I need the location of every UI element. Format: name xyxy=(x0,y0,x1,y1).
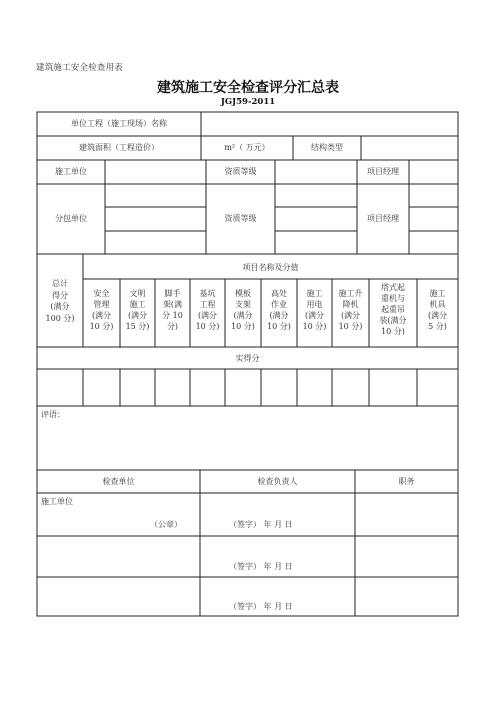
item-work-at-height: 高处 作业 (满分 10 分) xyxy=(267,289,291,331)
standard-code: JGJ59-2011 xyxy=(220,97,276,107)
qualification-label-2: 资质等级 xyxy=(224,214,257,223)
position-header: 职务 xyxy=(398,477,415,486)
item-formwork-support: 模板 支架 (满分 10 分) xyxy=(231,289,255,331)
project-manager-label-1: 项目经理 xyxy=(367,167,399,176)
structure-type-field[interactable] xyxy=(362,137,457,159)
form-title: 建筑施工安全检查评分汇总表 xyxy=(157,80,339,96)
item-civilized-construction: 文明 施工 (满分 15 分) xyxy=(125,289,150,331)
total-score-field[interactable] xyxy=(38,370,82,405)
unit-project-field[interactable] xyxy=(202,113,457,135)
items-header: 项目名称及分值 xyxy=(242,263,299,272)
signature-date-2: （签字） 年 月 日 xyxy=(229,562,293,571)
item-construction-hoist: 施工升 降机 (满分 10 分) xyxy=(338,289,363,331)
comment-field[interactable] xyxy=(38,420,457,469)
seal-label: （公章） xyxy=(150,520,182,529)
header-note: 建筑施工安全检查用表 xyxy=(36,63,124,73)
item-construction-electricity: 施工 用电 (满分 10 分) xyxy=(302,289,327,331)
actual-score-label: 实得分 xyxy=(235,354,260,363)
item-safety-management: 安全 管理 (满分 10 分) xyxy=(89,289,114,331)
area-label: 建筑面积（工程造价） xyxy=(79,143,159,152)
item-foundation-pit: 基坑 工程 (满分 10 分) xyxy=(195,289,220,331)
item-tower-crane-lifting: 塔式起 重机与 起重吊 装(满分 10 分) xyxy=(379,283,407,336)
project-manager-label-2: 项目经理 xyxy=(367,214,399,223)
signature-date-3: （签字） 年 月 日 xyxy=(229,602,293,611)
item-scaffold: 脚手 架(满 分 10 分) xyxy=(162,289,183,331)
structure-type-label: 结构类型 xyxy=(311,143,343,152)
signature-date-1: （签字） 年 月 日 xyxy=(229,520,293,529)
subcontract-unit-label: 分包单位 xyxy=(55,214,87,223)
item-construction-machinery: 施工 机具 (满分 5 分) xyxy=(427,289,448,331)
qualification-label-1: 资质等级 xyxy=(224,167,257,176)
comment-label: 评语： xyxy=(41,410,65,419)
sign-row1-unit: 施工单位 xyxy=(41,497,73,506)
total-score-label: 总计 得分 (满分 100 分) xyxy=(45,279,75,323)
construction-unit-label: 施工单位 xyxy=(55,167,87,176)
unit-project-label: 单位工程（施工现场）名称 xyxy=(71,119,167,128)
inspection-unit-header: 检查单位 xyxy=(102,477,135,486)
inspection-lead-header: 检查负责人 xyxy=(257,477,298,486)
form-border xyxy=(37,112,458,616)
area-unit: m²（ 万元） xyxy=(224,143,270,152)
